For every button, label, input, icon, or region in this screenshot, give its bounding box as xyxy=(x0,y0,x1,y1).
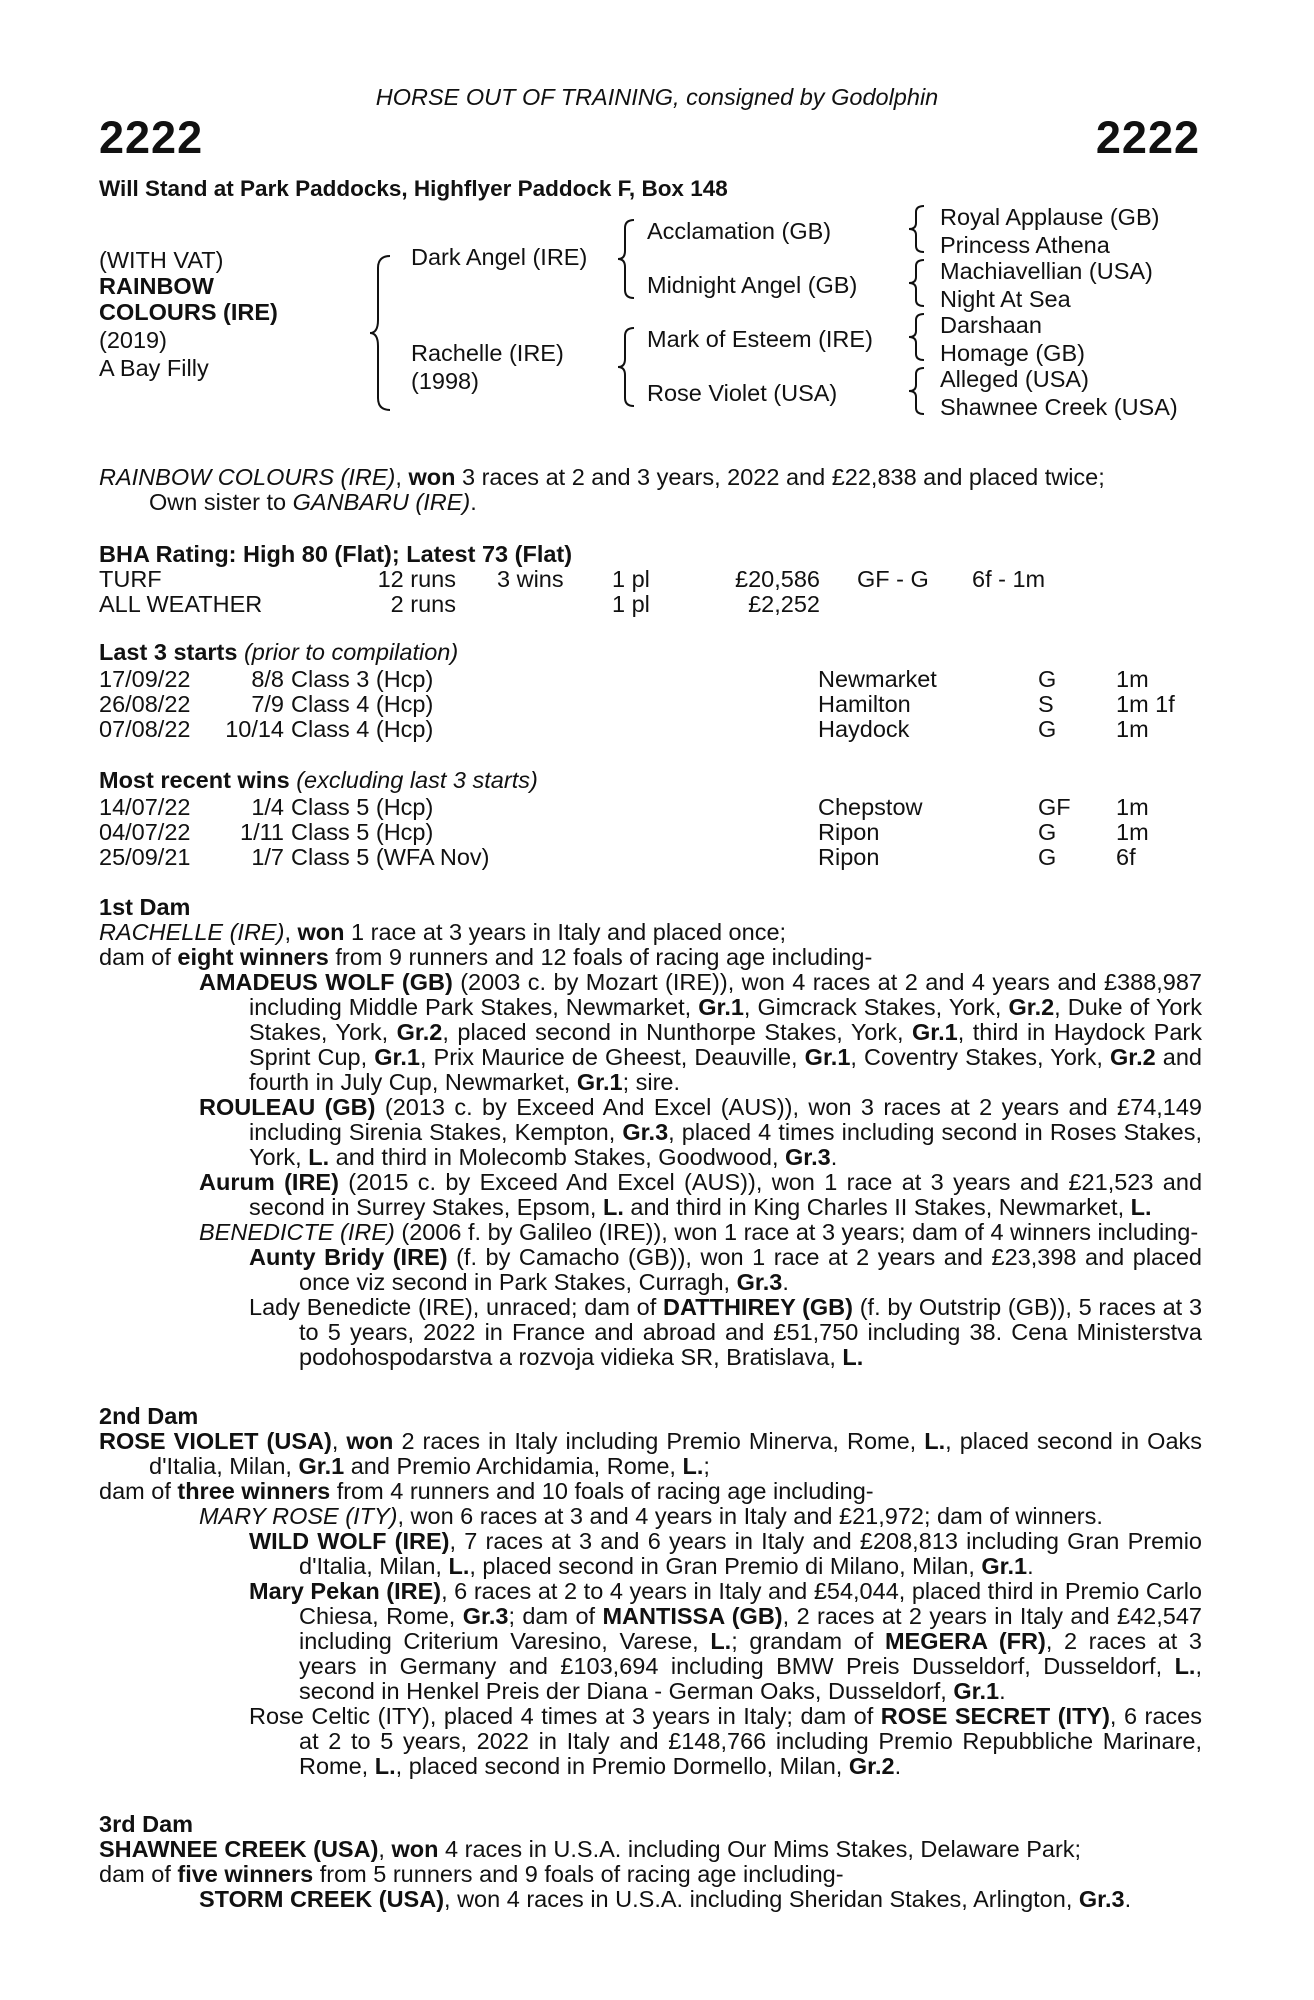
produce-aurum: Aurum (IRE) (2015 c. by Exceed And Excel (AUS)), won 1 race at 3 years and £21,523 and second in Surrey Stakes, Epsom, L. and third in King Charles II Stakes, Newmarket, L. xyxy=(199,1169,1203,1220)
lot-number-right: 2222 xyxy=(1095,112,1200,163)
first-dam-name: RACHELLE (IRE) xyxy=(99,919,285,945)
second-dam-title: 2nd Dam xyxy=(99,1403,199,1429)
summary-text1: 3 races at 2 and 3 years, 2022 and £22,838 and placed twice; xyxy=(455,464,1105,490)
recent-win-course: Ripon xyxy=(818,819,880,845)
pedigree-dam-dam: Rose Violet (USA) xyxy=(647,380,838,406)
first-dam-produce-c: from 9 runners and 12 foals of racing age including- xyxy=(328,944,873,970)
summary-sister: GANBARU (IRE) xyxy=(292,489,471,515)
produce-lady-benedicte: Lady Benedicte (IRE), unraced; dam of DATTHIREY (GB) (f. by Outstrip (GB)), 5 races at 3 to 5 years, 2022 in France and abroad and £51,750 including 38. Cena Ministerstva podohospodarstva a rozvoja vidieka SR, Bratislava, L. xyxy=(249,1294,1203,1370)
last3-going: S xyxy=(1038,691,1054,717)
rating-prize: £20,586 xyxy=(735,566,820,592)
pedigree-dsd: Homage (GB) xyxy=(940,340,1085,366)
pedigree-sire: Dark Angel (IRE) xyxy=(411,244,588,270)
recent-win-pos: 1/4 xyxy=(251,794,284,820)
last3-subtitle: (prior to compilation) xyxy=(243,639,459,665)
recent-win-dist: 6f xyxy=(1116,844,1136,870)
pedigree-sdd: Night At Sea xyxy=(940,286,1071,312)
summary-text3: . xyxy=(470,489,477,515)
pedigree-brace-main xyxy=(368,254,398,412)
recent-win-going: G xyxy=(1038,819,1057,845)
recent-wins-title: Most recent wins xyxy=(99,767,290,793)
pedigree-brace-dam xyxy=(616,326,640,408)
horse-name-line2: COLOURS (IRE) xyxy=(99,299,278,325)
last3-class: Class 4 (Hcp) xyxy=(291,691,434,717)
catalogue-header: HORSE OUT OF TRAINING, consigned by Godolphin xyxy=(375,84,939,110)
recent-wins-header xyxy=(99,768,538,793)
pedigree-brace-sire xyxy=(616,218,640,300)
last3-date: 26/08/22 xyxy=(99,691,191,717)
last3-dist: 1m xyxy=(1116,666,1149,692)
recent-win-class: Class 5 (WFA Nov) xyxy=(291,844,490,870)
rating-surface: ALL WEATHER xyxy=(99,591,263,617)
rating-wins: 3 wins xyxy=(497,566,564,592)
recent-win-course: Ripon xyxy=(818,844,880,870)
produce-aunty-bridy: Aunty Bridy (IRE) (f. by Camacho (GB)), won 1 race at 2 years and £23,398 and placed once viz second in Park Stakes, Curragh, Gr.3. xyxy=(249,1244,1202,1295)
summary-won: won xyxy=(408,464,456,490)
last3-course: Hamilton xyxy=(818,691,911,717)
rating-runs: 2 runs xyxy=(390,591,456,617)
last3-header xyxy=(99,640,458,665)
recent-win-going: GF xyxy=(1038,794,1071,820)
recent-wins-subtitle: (excluding last 3 starts) xyxy=(296,767,538,793)
rating-runs: 12 runs xyxy=(377,566,456,592)
first-dam-produce-a: dam of xyxy=(99,944,178,970)
recent-win-pos: 1/11 xyxy=(240,819,284,845)
rating-dist: 6f - 1m xyxy=(972,566,1046,592)
lot-number-left: 2222 xyxy=(99,112,204,163)
produce-rouleau: ROULEAU (GB) (2013 c. by Exceed And Excel (AUS)), won 3 races at 2 years and £74,149 including Sirenia Stakes, Kempton, Gr.3, placed 4 times including second in Roses Stakes, York, L. and third in Molecomb Stakes, Goodwood, Gr.3. xyxy=(199,1094,1203,1170)
summary-text2: Own sister to xyxy=(149,489,293,515)
recent-win-dist: 1m xyxy=(1116,794,1149,820)
pedigree-brace-ds xyxy=(906,312,930,362)
last3-course: Haydock xyxy=(818,716,910,742)
vat-note: (WITH VAT) xyxy=(99,247,224,273)
rating-pl: 1 pl xyxy=(612,566,650,592)
first-dam-winners: eight winners xyxy=(177,944,329,970)
last3-title: Last 3 starts xyxy=(99,639,238,665)
pedigree-dam-sire: Mark of Esteem (IRE) xyxy=(647,326,873,352)
produce-benedicte: BENEDICTE (IRE) (2006 f. by Galileo (IRE)), won 1 race at 3 years; dam of 4 winners including- xyxy=(199,1219,1199,1245)
last3-going: G xyxy=(1038,716,1057,742)
first-dam-record: 1 race at 3 years in Italy and placed once; xyxy=(344,919,787,945)
race-summary: RAINBOW COLOURS (IRE), won 3 races at 2 and 3 years, 2022 and £22,838 and placed twice; Own sister to GANBARU (IRE). xyxy=(99,464,1105,515)
pedigree-ssd: Princess Athena xyxy=(940,232,1110,258)
pedigree-ddd: Shawnee Creek (USA) xyxy=(940,394,1178,420)
recent-win-pos: 1/7 xyxy=(251,844,284,870)
last3-class: Class 3 (Hcp) xyxy=(291,666,434,692)
produce-amadeus-wolf: AMADEUS WOLF (GB) (2003 c. by Mozart (IRE)), won 4 races at 2 and 4 years and £388,987 including Middle Park Stakes, Newmarket, Gr.1, Gimcrack Stakes, York, Gr.2, Duke of York Stakes, York, Gr.2, placed second in Nunthorpe Stakes, York, Gr.1, third in Haydock Park Sprint Cup, Gr.1, Prix Maurice de Gheest, Deauville, Gr.1, Coventry Stakes, York, Gr.2 and fourth in July Cup, Newmarket, Gr.1; sire. xyxy=(199,969,1203,1095)
produce-mary-rose: MARY ROSE (ITY), won 6 races at 3 and 4 years in Italy and £21,972; dam of winners. xyxy=(199,1503,1103,1529)
produce-storm-creek: STORM CREEK (USA), won 4 races in U.S.A. including Sheridan Stakes, Arlington, Gr.3. xyxy=(199,1886,1132,1912)
pedigree-sds: Machiavellian (USA) xyxy=(940,258,1153,284)
stand-location: Will Stand at Park Paddocks, Highflyer Paddock F, Box 148 xyxy=(99,176,728,201)
third-dam-title: 3rd Dam xyxy=(99,1811,194,1837)
produce-rose-celtic: Rose Celtic (ITY), placed 4 times at 3 years in Italy; dam of ROSE SECRET (ITY), 6 races at 2 to 5 years, 2022 in Italy and £148,766 including Premio Repubbliche Marinare, Rome, L., placed second in Premio Dormello, Milan, Gr.2. xyxy=(249,1703,1202,1779)
pedigree-dss: Darshaan xyxy=(940,312,1042,338)
third-dam-record: SHAWNEE CREEK (USA), won 4 races in U.S.A. including Our Mims Stakes, Delaware Park; xyxy=(99,1836,1082,1862)
pedigree-sire-dam: Midnight Angel (GB) xyxy=(647,272,858,298)
pedigree-dds: Alleged (USA) xyxy=(940,366,1089,392)
pedigree-dam: Rachelle (IRE) xyxy=(411,340,564,366)
second-dam-section: 2nd Dam ROSE VIOLET (USA), won 2 races in Italy including Premio Minerva, Rome, L., placed second in Oaks d'Italia, Milan, Gr.1 and Premio Archidamia, Rome, L.; dam of three winners from 4 runners and 10 foals of racing age including- MARY ROSE (ITY), won 6 races at 3 and 4 years in Italy and £21,972; dam of winners. WILD WOLF (IRE), 7 races at 3 and 6 years in Italy and £208,813 including Gran Premio d'Italia, Milan, L., placed second in Gran Premio di Milano, Milan, Gr.1. Mary Pekan (IRE), 6 races at 2 to 4 years in Italy and £54,044, placed third in Premio Carlo Chiesa, Rome, Gr.3; dam of MANTISSA (GB), 2 races at 2 years in Italy and £42,547 including Criterium Varesino, Varese, L.; grandam of MEGERA (FR), 2 races at 3 years in Germany and £103,694 including BMW Preis Dusseldorf, Dusseldorf, L., second in Henkel Preis der Diana - German Oaks, Dusseldorf, Gr.1. Rose Celtic (ITY), placed 4 times at 3 years in Italy; dam of ROSE SECRET (ITY), 6 races at 2 to 5 years, 2022 in Italy and £148,766 including Premio Repubbliche Marinare, Rome, L., placed second in Premio Dormello, Milan, Gr.2. xyxy=(99,1403,1203,1779)
last3-dist: 1m 1f xyxy=(1116,691,1175,717)
last3-pos: 10/14 xyxy=(225,716,284,742)
horse-identity xyxy=(99,246,278,382)
rating-prize: £2,252 xyxy=(748,591,820,617)
recent-win-going: G xyxy=(1038,844,1057,870)
first-dam-section: 1st Dam RACHELLE (IRE), won 1 race at 3 years in Italy and placed once; dam of eight winners from 9 runners and 12 foals of racing age including- AMADEUS WOLF (GB) (2003 c. by Mozart (IRE)), won 4 races at 2 and 4 years and £388,987 including Middle Park Stakes, Newmarket, Gr.1, Gimcrack Stakes, York, Gr.2, Duke of York Stakes, York, Gr.2, placed second in Nunthorpe Stakes, York, Gr.1, third in Haydock Park Sprint Cup, Gr.1, Prix Maurice de Gheest, Deauville, Gr.1, Coventry Stakes, York, Gr.2 and fourth in July Cup, Newmarket, Gr.1; sire. ROULEAU (GB) (2013 c. by Exceed And Excel (AUS)), won 3 races at 2 years and £74,149 including Sirenia Stakes, Kempton, Gr.3, placed 4 times including second in Roses Stakes, York, L. and third in Molecomb Stakes, Goodwood, Gr.3. Aurum (IRE) (2015 c. by Exceed And Excel (AUS)), won 1 race at 3 years and £21,523 and second in Surrey Stakes, Epsom, L. and third in King Charles II Stakes, Newmarket, L. BENEDICTE (IRE) (2006 f. by Galileo (IRE)), won 1 race at 3 years; dam of 4 winners including- Aunty Bridy (IRE) (f. by Camacho (GB)), won 1 race at 2 years and £23,398 and placed once viz second in Park Stakes, Curragh, Gr.3. Lady Benedicte (IRE), unraced; dam of DATTHIREY (GB) (f. by Outstrip (GB)), 5 races at 3 to 5 years, 2022 in France and abroad and £51,750 including 38. Cena Ministerstva podohospodarstva a rozvoja vidieka SR, Bratislava, L. xyxy=(99,894,1203,1370)
recent-win-dist: 1m xyxy=(1116,819,1149,845)
rating-title: BHA Rating: High 80 (Flat); Latest 73 (Flat) xyxy=(99,541,573,567)
last3-date: 07/08/22 xyxy=(99,716,191,742)
pedigree-brace-dd xyxy=(906,366,930,416)
last3-going: G xyxy=(1038,666,1057,692)
last3-class: Class 4 (Hcp) xyxy=(291,716,434,742)
produce-wild-wolf: WILD WOLF (IRE), 7 races at 3 and 6 years in Italy and £208,813 including Gran Premio d'Italia, Milan, L., placed second in Gran Premio di Milano, Milan, Gr.1. xyxy=(249,1528,1203,1579)
last3-dist: 1m xyxy=(1116,716,1149,742)
recent-win-date: 04/07/22 xyxy=(99,819,191,845)
recent-win-course: Chepstow xyxy=(818,794,923,820)
pedigree-dam-year: (1998) xyxy=(411,368,479,394)
first-dam-title: 1st Dam xyxy=(99,894,191,920)
first-dam-won: won xyxy=(297,919,345,945)
last3-pos: 7/9 xyxy=(251,691,284,717)
pedigree-sss: Royal Applause (GB) xyxy=(940,204,1160,230)
recent-win-date: 25/09/21 xyxy=(99,844,191,870)
last3-date: 17/09/22 xyxy=(99,666,191,692)
recent-win-class: Class 5 (Hcp) xyxy=(291,819,434,845)
third-dam-section: 3rd Dam SHAWNEE CREEK (USA), won 4 races in U.S.A. including Our Mims Stakes, Delaware Park; dam of five winners from 5 runners and 9 foals of racing age including- STORM CREEK (USA), won 4 races in U.S.A. including Sheridan Stakes, Arlington, Gr.3. xyxy=(99,1812,1202,1912)
second-dam-record: ROSE VIOLET (USA), won 2 races in Italy including Premio Minerva, Rome, L., placed second in Oaks d'Italia, Milan, Gr.1 and Premio Archidamia, Rome, L.; xyxy=(99,1428,1203,1479)
rating-going: GF - G xyxy=(857,566,929,592)
rating-pl: 1 pl xyxy=(612,591,650,617)
horse-year: (2019) xyxy=(99,327,167,353)
horse-name-line1: RAINBOW xyxy=(99,273,214,299)
last3-course: Newmarket xyxy=(818,666,937,692)
summary-horse-name: RAINBOW COLOURS (IRE) xyxy=(99,464,396,490)
pedigree-sire-sire: Acclamation (GB) xyxy=(647,218,832,244)
recent-win-class: Class 5 (Hcp) xyxy=(291,794,434,820)
pedigree-brace-ss xyxy=(906,204,930,254)
horse-description: A Bay Filly xyxy=(99,355,209,381)
produce-mary-pekan: Mary Pekan (IRE), 6 races at 2 to 4 years in Italy and £54,044, placed third in Premio Carlo Chiesa, Rome, Gr.3; dam of MANTISSA (GB), 2 races at 2 years in Italy and £42,547 including Criterium Varesino, Varese, L.; grandam of MEGERA (FR), 2 races at 3 years in Germany and £103,694 including BMW Preis Dusseldorf, Dusseldorf, L., second in Henkel Preis der Diana - German Oaks, Dusseldorf, Gr.1. xyxy=(249,1578,1203,1704)
pedigree-brace-sd xyxy=(906,258,930,308)
rating-surface: TURF xyxy=(99,566,162,592)
recent-win-date: 14/07/22 xyxy=(99,794,191,820)
last3-pos: 8/8 xyxy=(251,666,284,692)
